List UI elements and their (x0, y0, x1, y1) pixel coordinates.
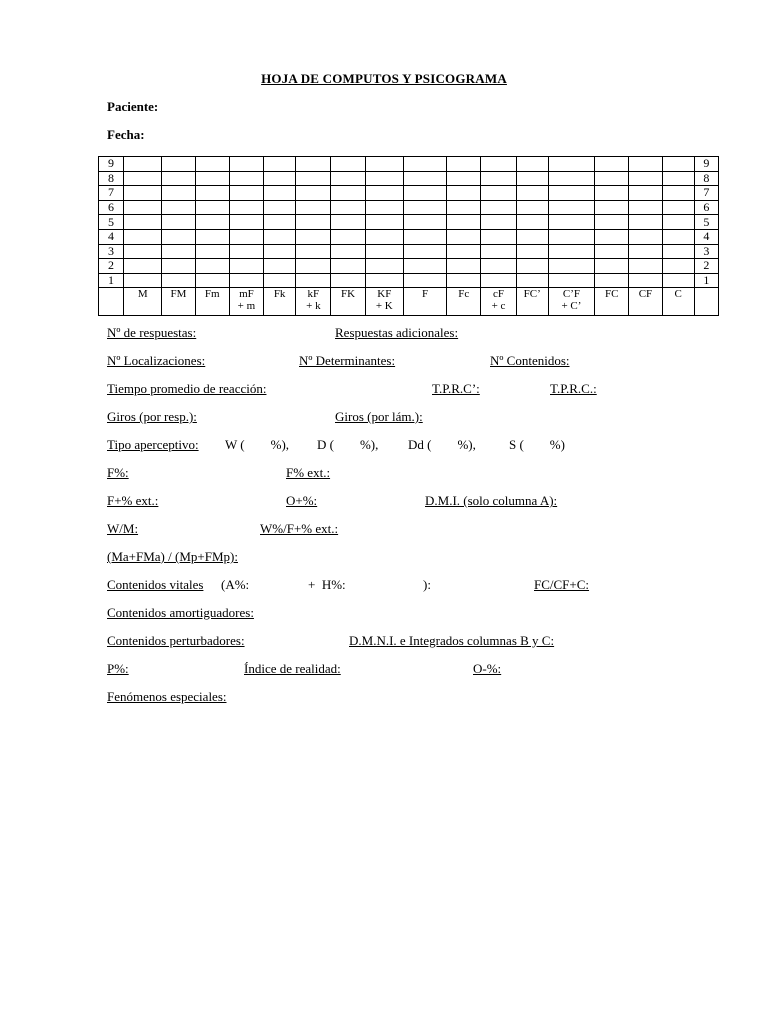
grid-cell (264, 200, 296, 215)
grid-cell (124, 157, 162, 172)
grid-cell (195, 200, 229, 215)
grid-column-label-line1: Fk (273, 288, 286, 301)
grid-row (99, 157, 719, 172)
grid-column-label-line1: FC’ (523, 288, 541, 301)
grid-cell (629, 244, 662, 259)
grid-cell (195, 244, 229, 259)
grid-cell (447, 215, 481, 230)
h-pct-label: + H%: (308, 577, 346, 592)
grid-column-label-line2: + c (491, 300, 506, 313)
respuestas-adicionales-label: Respuestas adicionales: (335, 325, 459, 340)
grid-column-label-line1: M (137, 288, 148, 301)
grid-cell (548, 259, 594, 274)
giros-lam-label: Giros (por lám.): (335, 409, 423, 424)
grid-column-label-line1: F (421, 288, 429, 301)
grid-cell (447, 273, 481, 288)
grid-row-number-left: 9 (99, 157, 124, 172)
grid-cell (264, 229, 296, 244)
grid-column-label (481, 288, 516, 316)
s-percent: S ( %) (509, 437, 565, 452)
grid-cell (229, 157, 263, 172)
grid-cell (264, 186, 296, 201)
grid-cell (481, 244, 516, 259)
grid-column-label-line1: C’F (562, 288, 581, 301)
grid-column-label-line1: CF (638, 288, 653, 301)
grid-cell (195, 229, 229, 244)
grid-cell (162, 229, 195, 244)
grid-column-label (331, 288, 365, 316)
grid-cell (595, 273, 629, 288)
grid-cell (516, 157, 548, 172)
grid-cell (548, 229, 594, 244)
grid-cell (403, 157, 446, 172)
w-percent: W ( %), (225, 437, 290, 452)
grid-column-label (264, 288, 296, 316)
grid-column-label-line2: + C’ (561, 300, 582, 313)
grid-cell (296, 229, 331, 244)
grid-cell (195, 186, 229, 201)
grid-column-label-line1: mF (239, 288, 254, 301)
grid-row-number-left: 1 (99, 273, 124, 288)
tprc-label: T.P.R.C.: (550, 381, 597, 396)
grid-label-row (99, 288, 719, 316)
grid-cell (296, 171, 331, 186)
grid-cell (595, 229, 629, 244)
oplus-label: O+%: (286, 493, 318, 508)
grid-row-number-right: 9 (694, 157, 718, 172)
grid-column-label (548, 288, 594, 316)
grid-cell (629, 157, 662, 172)
grid-cell (195, 259, 229, 274)
grid-row-number-left: 8 (99, 171, 124, 186)
grid-cell (662, 186, 694, 201)
grid-cell (331, 215, 365, 230)
grid-cell (629, 259, 662, 274)
fplus-ext-label: F+% ext.: (107, 493, 159, 508)
grid-cell (331, 171, 365, 186)
grid-column-label (124, 288, 162, 316)
grid-column-label (365, 288, 403, 316)
grid-cell (662, 215, 694, 230)
grid-cell (595, 171, 629, 186)
giros-resp-label: Giros (por resp.): (107, 409, 197, 424)
grid-cell (595, 157, 629, 172)
grid-cell (548, 171, 594, 186)
grid-column-label-line1: C (674, 288, 682, 301)
grid-row (99, 200, 719, 215)
grid-cell (481, 157, 516, 172)
grid-column-label (516, 288, 548, 316)
tipo-aperceptivo-label: Tipo aperceptivo: (107, 437, 199, 452)
grid-cell (662, 200, 694, 215)
grid-cell (481, 229, 516, 244)
grid-cell (162, 171, 195, 186)
grid-column-label-line1: FK (341, 288, 356, 301)
grid-cell (595, 259, 629, 274)
grid-cell (365, 186, 403, 201)
grid-cell (403, 273, 446, 288)
grid-cell (365, 259, 403, 274)
grid-cell (124, 259, 162, 274)
grid-cell (229, 171, 263, 186)
grid-label-blank (694, 288, 718, 316)
grid-cell (229, 273, 263, 288)
grid-cell (403, 171, 446, 186)
grid-cell (264, 273, 296, 288)
grid-cell (365, 229, 403, 244)
grid-row (99, 171, 719, 186)
grid-cell (229, 215, 263, 230)
grid-cell (447, 229, 481, 244)
grid-cell (403, 200, 446, 215)
grid-cell (548, 244, 594, 259)
grid-cell (548, 273, 594, 288)
grid-cell (365, 244, 403, 259)
grid-row-number-left: 7 (99, 186, 124, 201)
grid-column-label (662, 288, 694, 316)
paciente-label: Paciente: (107, 99, 159, 114)
grid-cell (662, 171, 694, 186)
grid-column-label-line1: Fm (204, 288, 220, 301)
grid-cell (162, 273, 195, 288)
grid-cell (447, 171, 481, 186)
grid-cell (331, 186, 365, 201)
grid-cell (595, 186, 629, 201)
grid-cell (481, 259, 516, 274)
grid-cell (662, 244, 694, 259)
grid-cell (481, 171, 516, 186)
grid-column-label-line1: cF (493, 288, 504, 301)
grid-column-label-line1: FC (604, 288, 619, 301)
grid-cell (516, 186, 548, 201)
grid-cell (516, 171, 548, 186)
grid-cell (331, 273, 365, 288)
grid-cell (447, 186, 481, 201)
grid-cell (548, 186, 594, 201)
grid-cell (365, 200, 403, 215)
grid-row-number-left: 6 (99, 200, 124, 215)
grid-cell (195, 171, 229, 186)
grid-cell (162, 157, 195, 172)
grid-cell (365, 215, 403, 230)
grid-row-number-right: 4 (694, 229, 718, 244)
wf-ext-label: W%/F+% ext.: (260, 521, 339, 536)
grid-column-label-line1: kF (307, 288, 320, 301)
grid-cell (481, 273, 516, 288)
grid-cell (481, 200, 516, 215)
grid-cell (264, 171, 296, 186)
wm-label: W/M: (107, 521, 139, 536)
grid-cell (162, 200, 195, 215)
grid-row (99, 186, 719, 201)
grid-cell (229, 229, 263, 244)
grid-column-label-line2: + m (237, 300, 256, 313)
grid-cell (403, 259, 446, 274)
dmi-label: D.M.I. (solo columna A): (425, 493, 558, 508)
grid-cell (296, 200, 331, 215)
grid-cell (296, 215, 331, 230)
grid-column-label-line1: Fc (458, 288, 470, 301)
grid-cell (662, 157, 694, 172)
grid-cell (124, 273, 162, 288)
grid-cell (162, 215, 195, 230)
grid-cell (481, 186, 516, 201)
grid-cell (229, 259, 263, 274)
grid-cell (124, 171, 162, 186)
grid-cell (629, 273, 662, 288)
grid-column-label (629, 288, 662, 316)
grid-cell (331, 229, 365, 244)
grid-cell (629, 229, 662, 244)
grid-column-label-line1: FM (170, 288, 187, 301)
f-pct-ext-label: F% ext.: (286, 465, 331, 480)
indice-realidad-label: Índice de realidad: (244, 661, 341, 676)
paren-close: ): (423, 577, 431, 592)
grid-row (99, 215, 719, 230)
n-contenidos-label: Nº Contenidos: (490, 353, 570, 368)
grid-cell (124, 215, 162, 230)
grid-row-number-right: 5 (694, 215, 718, 230)
grid-cell (124, 244, 162, 259)
grid-cell (296, 157, 331, 172)
grid-cell (662, 259, 694, 274)
f-pct-label: F%: (107, 465, 129, 480)
grid-cell (629, 200, 662, 215)
grid-cell (296, 244, 331, 259)
grid-label-blank (99, 288, 124, 316)
grid-cell (662, 273, 694, 288)
grid-cell (447, 200, 481, 215)
grid-cell (629, 215, 662, 230)
grid-row-number-right: 8 (694, 171, 718, 186)
grid-column-label (162, 288, 195, 316)
grid-row-number-left: 4 (99, 229, 124, 244)
grid-cell (331, 200, 365, 215)
grid-row (99, 229, 719, 244)
grid-cell (264, 259, 296, 274)
grid-cell (481, 215, 516, 230)
grid-row-number-right: 3 (694, 244, 718, 259)
grid-row-number-right: 6 (694, 200, 718, 215)
grid-row-number-right: 2 (694, 259, 718, 274)
grid-cell (595, 200, 629, 215)
grid-row (99, 259, 719, 274)
grid-cell (162, 186, 195, 201)
n-respuestas-label: Nº de respuestas: (107, 325, 197, 340)
grid-column-label (195, 288, 229, 316)
grid-cell (365, 273, 403, 288)
grid-cell (516, 273, 548, 288)
grid-cell (162, 244, 195, 259)
grid-column-label-line2: + K (375, 300, 393, 313)
grid-cell (331, 157, 365, 172)
grid-row (99, 273, 719, 288)
grid-cell (516, 244, 548, 259)
grid-cell (629, 171, 662, 186)
grid-cell (296, 259, 331, 274)
grid-column-label (595, 288, 629, 316)
fenomenos-label: Fenómenos especiales: (107, 689, 227, 704)
grid-cell (264, 215, 296, 230)
dd-percent: Dd ( %), (408, 437, 476, 452)
grid-cell (516, 215, 548, 230)
grid-cell (516, 229, 548, 244)
grid-cell (365, 157, 403, 172)
grid-cell (229, 244, 263, 259)
grid-cell (595, 215, 629, 230)
a-pct-label: (A%: (221, 577, 250, 592)
grid-cell (516, 259, 548, 274)
grid-cell (447, 244, 481, 259)
grid-cell (403, 215, 446, 230)
grid-cell (162, 259, 195, 274)
grid-cell (229, 186, 263, 201)
grid-cell (124, 186, 162, 201)
grid-cell (447, 157, 481, 172)
n-determinantes-label: Nº Determinantes: (299, 353, 396, 368)
grid-column-label (296, 288, 331, 316)
grid-cell (516, 200, 548, 215)
tprc-prime-label: T.P.R.C’: (432, 381, 480, 396)
psicograma-grid (98, 156, 719, 316)
grid-cell (296, 273, 331, 288)
grid-cell (365, 171, 403, 186)
fc-cf-c-label: FC/CF+C: (534, 577, 590, 592)
grid-column-label (229, 288, 263, 316)
grid-cell (662, 229, 694, 244)
grid-cell (331, 244, 365, 259)
tiempo-promedio-label: Tiempo promedio de reacción: (107, 381, 267, 396)
grid-cell (124, 229, 162, 244)
grid-row-number-left: 3 (99, 244, 124, 259)
grid-row-number-left: 2 (99, 259, 124, 274)
grid-column-label-line2: + k (306, 300, 321, 313)
grid-row-number-right: 7 (694, 186, 718, 201)
contenidos-perturbadores-label: Contenidos perturbadores: (107, 633, 245, 648)
grid-cell (548, 157, 594, 172)
grid-row-number-left: 5 (99, 215, 124, 230)
grid-cell (195, 215, 229, 230)
grid-cell (331, 259, 365, 274)
grid-cell (296, 186, 331, 201)
contenidos-amortiguadores-label: Contenidos amortiguadores: (107, 605, 254, 620)
fecha-label: Fecha: (107, 127, 145, 142)
grid-cell (229, 200, 263, 215)
contenidos-vitales-label: Contenidos vitales (107, 577, 204, 592)
grid-cell (195, 273, 229, 288)
grid-cell (595, 244, 629, 259)
grid-cell (447, 259, 481, 274)
grid-cell (548, 200, 594, 215)
grid-cell (403, 229, 446, 244)
grid-row-number-right: 1 (694, 273, 718, 288)
grid-cell (264, 244, 296, 259)
grid-row (99, 244, 719, 259)
ma-mp-label: (Ma+FMa) / (Mp+FMp): (107, 549, 238, 564)
dmni-label: D.M.N.I. e Integrados columnas B y C: (349, 633, 555, 648)
document-title: HOJA DE COMPUTOS Y PSICOGRAMA (261, 71, 507, 86)
o-minus-label: O-%: (473, 661, 502, 676)
grid-cell (403, 244, 446, 259)
grid-column-label (447, 288, 481, 316)
grid-cell (264, 157, 296, 172)
grid-column-label (403, 288, 446, 316)
grid-cell (548, 215, 594, 230)
grid-column-label-line1: KF (377, 288, 392, 301)
d-percent: D ( %), (317, 437, 379, 452)
p-pct-label: P%: (107, 661, 129, 676)
grid-cell (403, 186, 446, 201)
grid-cell (195, 157, 229, 172)
grid-cell (124, 200, 162, 215)
grid-cell (629, 186, 662, 201)
n-localizaciones-label: Nº Localizaciones: (107, 353, 206, 368)
